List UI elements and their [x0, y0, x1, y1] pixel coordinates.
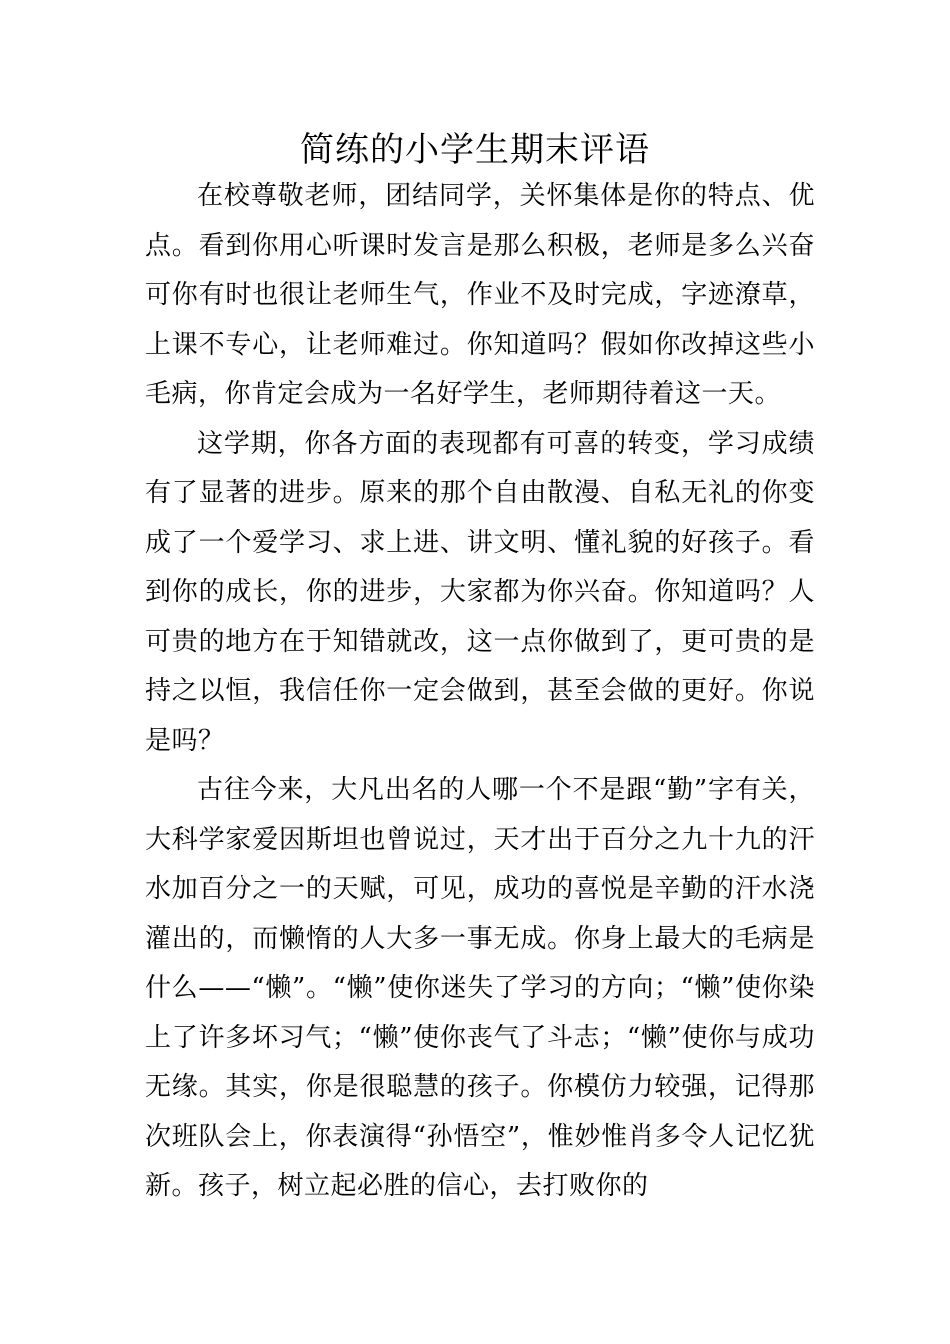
paragraph-2: 这学期，你各方面的表现都有可喜的转变，学习成绩有了显著的进步。原来的那个自由散漫、自私无礼的你变成了一个爱学习、求上进、讲文明、懂礼貌的好孩子。看到你的成长，你的进步，大家都为你兴奋。你知道吗？人可贵的地方在于知错就改，这一点你做到了，更可贵的是持之以恒，我信任你一定会做到，甚至会做的更好。你说是吗？	[145, 428, 815, 756]
document-body	[145, 172, 815, 1212]
paragraph-1: 在校尊敬老师，团结同学，关怀集体是你的特点、优点。看到你用心听课时发言是那么积极，老师是多么兴奋可你有时也很让老师生气，作业不及时完成，字迹潦草，上课不专心，让老师难过。你知道吗？假如你改掉这些小毛病，你肯定会成为一名好学生，老师期待着这一天。	[145, 181, 815, 409]
paragraph-3: 古往今来，大凡出名的人哪一个不是跟“勤”字有关，大科学家爱因斯坦也曾说过，天才出于百分之九十九的汗水加百分之一的天赋，可见，成功的喜悦是辛勤的汗水浇灌出的，而懒惰的人大多一事无成。你身上最大的毛病是什么——“懒”。“懒”使你迷失了学习的方向；“懒”使你染上了许多坏习气；“懒”使你丧气了斗志；“懒”使你与成功无缘。其实，你是很聪慧的孩子。你模仿力较强，记得那次班队会上，你表演得“孙悟空”，惟妙惟肖多令人记忆犹新。孩子，树立起必胜的信心，去打败你的	[145, 775, 815, 1201]
document-title: 简练的小学生期末评语	[300, 130, 650, 170]
